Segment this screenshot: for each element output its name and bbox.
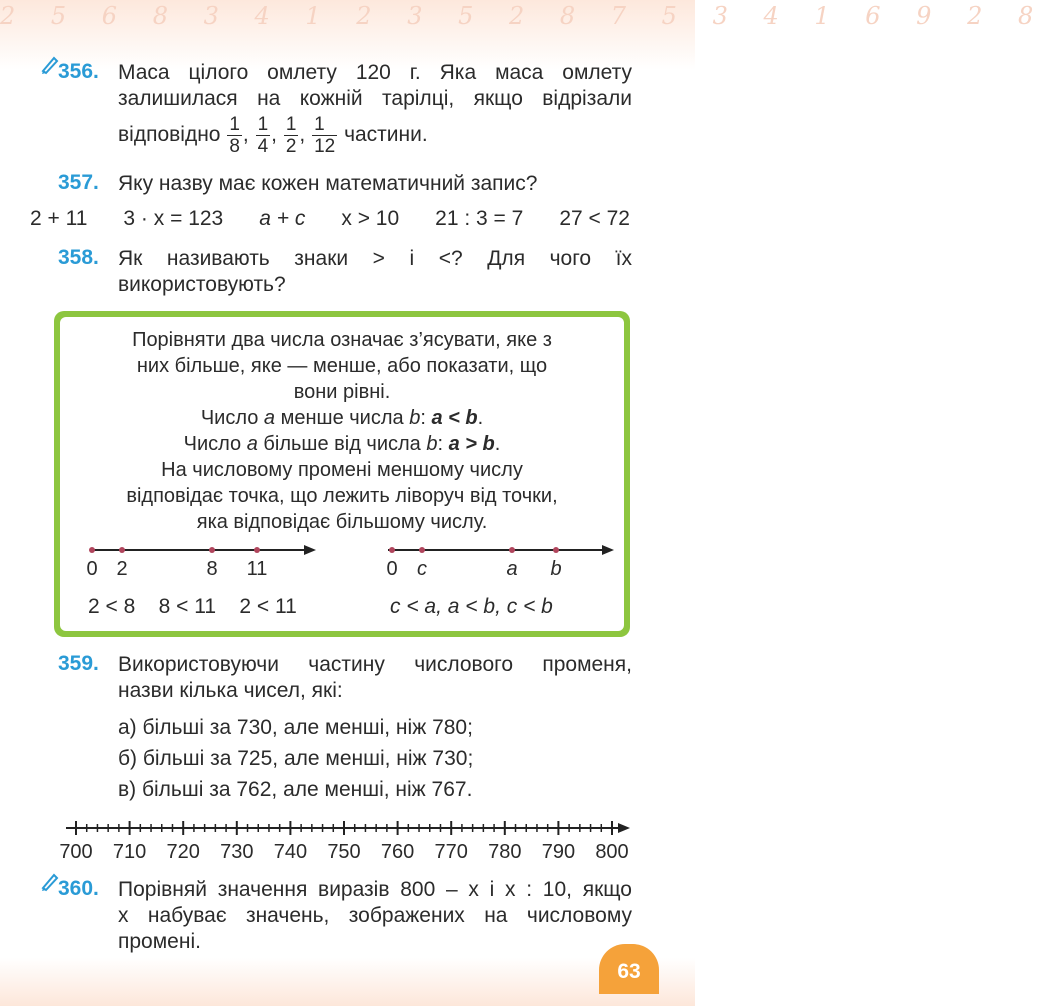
ray-point <box>209 547 215 553</box>
text-fragment: Число <box>200 407 264 429</box>
ray-label: 790 <box>541 841 576 863</box>
exercise-text-line: Яку назву має кожен математичний запис? <box>118 172 538 195</box>
decorative-digits: 2 5 6 8 3 4 1 2 3 5 2 8 7 5 3 4 1 6 9 2 8 <box>0 2 1047 30</box>
expression: 21 : 3 = 7 <box>435 207 524 230</box>
expression: x > 10 <box>341 207 400 230</box>
denominator: 12 <box>314 136 336 157</box>
ray-label: 0 <box>386 558 398 580</box>
expressions-row <box>30 207 630 231</box>
ray-label: 11 <box>246 558 268 580</box>
ray-point <box>254 547 260 553</box>
comparison-numbers: 2 < 8 8 < 11 2 < 11 <box>88 595 297 618</box>
ray-label: 760 <box>380 841 415 863</box>
variable: a <box>263 407 276 429</box>
option-a: а) більші за 730, але менші, ніж 780; <box>118 716 473 739</box>
exercise-text-line: відповідно $\frac{1}{8}$ , $\frac{1}{4}$ , $\frac{1}{2}$ , $\frac{1}{12}$ частини. <box>118 114 428 157</box>
inequality: a < b <box>431 407 478 429</box>
page-number: 63 <box>599 944 659 994</box>
variable: a <box>246 433 258 455</box>
rule-box <box>54 311 630 637</box>
fraction <box>284 114 299 157</box>
ray-label: 800 <box>595 841 629 863</box>
ray-label: a <box>506 558 518 580</box>
text-fragment: . <box>477 407 484 429</box>
ray-label: 8 <box>206 558 218 580</box>
rule-line: відповідає точка, що лежить ліворуч від точки, <box>126 485 558 507</box>
expression: 3 · x = 123 <box>123 207 224 230</box>
rule-line: яка відповідає більшому числу. <box>196 511 488 533</box>
exercise-text-line: промені. <box>118 930 201 953</box>
ray-label: 730 <box>220 841 254 863</box>
ray-label: c <box>417 558 427 580</box>
denominator: 8 <box>229 136 240 157</box>
exercise-text-line: Маса цілого омлету 120 г. Яка маса омлету <box>118 61 632 84</box>
exercise-number: 357. <box>58 171 99 194</box>
rule-line <box>60 431 624 457</box>
number-ray-diagrams <box>60 539 624 583</box>
numerator: 1 <box>312 114 337 136</box>
fraction <box>227 114 242 157</box>
numerator: 1 <box>257 114 269 135</box>
expression: 2 + 11 <box>30 207 88 230</box>
rule-line <box>60 405 624 431</box>
decorative-footer-band <box>0 958 695 1006</box>
exercise-number: 359. <box>58 652 99 675</box>
exercise-text-line: Використовуючи частину числового променя, <box>118 653 632 676</box>
exercise-number: 356. <box>58 60 99 83</box>
ray-label: 720 <box>166 841 200 863</box>
ray-point <box>553 547 559 553</box>
rule-line: Порівняти два числа означає з’ясувати, яке з <box>132 329 552 351</box>
denominator: 4 <box>257 136 269 157</box>
option-c: в) більші за 762, але менші, ніж 767. <box>118 778 473 801</box>
ray-point <box>419 547 425 553</box>
ray-label: 770 <box>434 841 468 863</box>
text-fragment: : <box>437 433 449 455</box>
ray-point <box>509 547 515 553</box>
exercise-number: 360. <box>58 877 99 900</box>
text-fragment: Число <box>183 433 247 455</box>
ray-label: b <box>550 558 562 580</box>
exercise-text-line: Як називають знаки > і <? Для чого їх <box>118 247 632 270</box>
variable: b <box>409 407 421 429</box>
ray-label: 0 <box>86 558 98 580</box>
ray-label: 2 <box>116 558 128 580</box>
numerator: 1 <box>229 114 240 135</box>
number-ray-numeric <box>86 545 316 580</box>
text-fragment: . <box>494 433 501 455</box>
text-fragment: більше від числа <box>257 433 427 455</box>
number-ray-700-800 <box>0 812 695 864</box>
text-fragment: : <box>420 407 432 429</box>
denominator: 2 <box>285 136 297 157</box>
expression: 27 < 72 <box>559 207 630 230</box>
text-fragment: відповідно <box>118 123 221 147</box>
ray-point <box>89 547 95 553</box>
ray-label: 700 <box>59 841 93 863</box>
exercise-text-line: назви кілька чисел, які: <box>118 679 343 702</box>
ray-label: 750 <box>327 841 361 863</box>
ray-point <box>389 547 395 553</box>
comparison-letters: c < a, a < b, c < b <box>390 595 553 618</box>
rule-line: них більше, яке — менше, або показати, що <box>136 355 548 377</box>
ray-label: 740 <box>273 841 308 863</box>
variable: b <box>426 433 438 455</box>
expression: a + c <box>259 207 306 230</box>
exercise-number: 358. <box>58 246 99 269</box>
numerator: 1 <box>285 114 297 135</box>
text-fragment: менше числа <box>275 407 410 429</box>
exercise-text-line: залишилася на кожній тарілці, якщо відрізали <box>118 87 632 110</box>
number-ray-letters <box>386 545 614 580</box>
exercise-text-line: Порівняй значення виразів 800 – x і x : 10, якщо <box>118 878 632 901</box>
rule-box-content <box>60 317 624 631</box>
option-b: б) більші за 725, але менші, ніж 730; <box>118 747 474 770</box>
exercise-text-line: використовують? <box>118 273 286 296</box>
fraction <box>256 114 271 157</box>
ray-label: 710 <box>112 841 147 863</box>
inequality: a > b <box>448 433 495 455</box>
ray-label: 780 <box>488 841 522 863</box>
exercise-text-line: x набуває значень, зображених на числовому <box>118 904 632 927</box>
ray-point <box>119 547 125 553</box>
text-fragment: частини. <box>344 123 428 147</box>
rule-line: вони рівні. <box>293 381 391 403</box>
fraction <box>312 114 337 157</box>
rule-line: На числовому промені меншому числу <box>161 459 523 481</box>
